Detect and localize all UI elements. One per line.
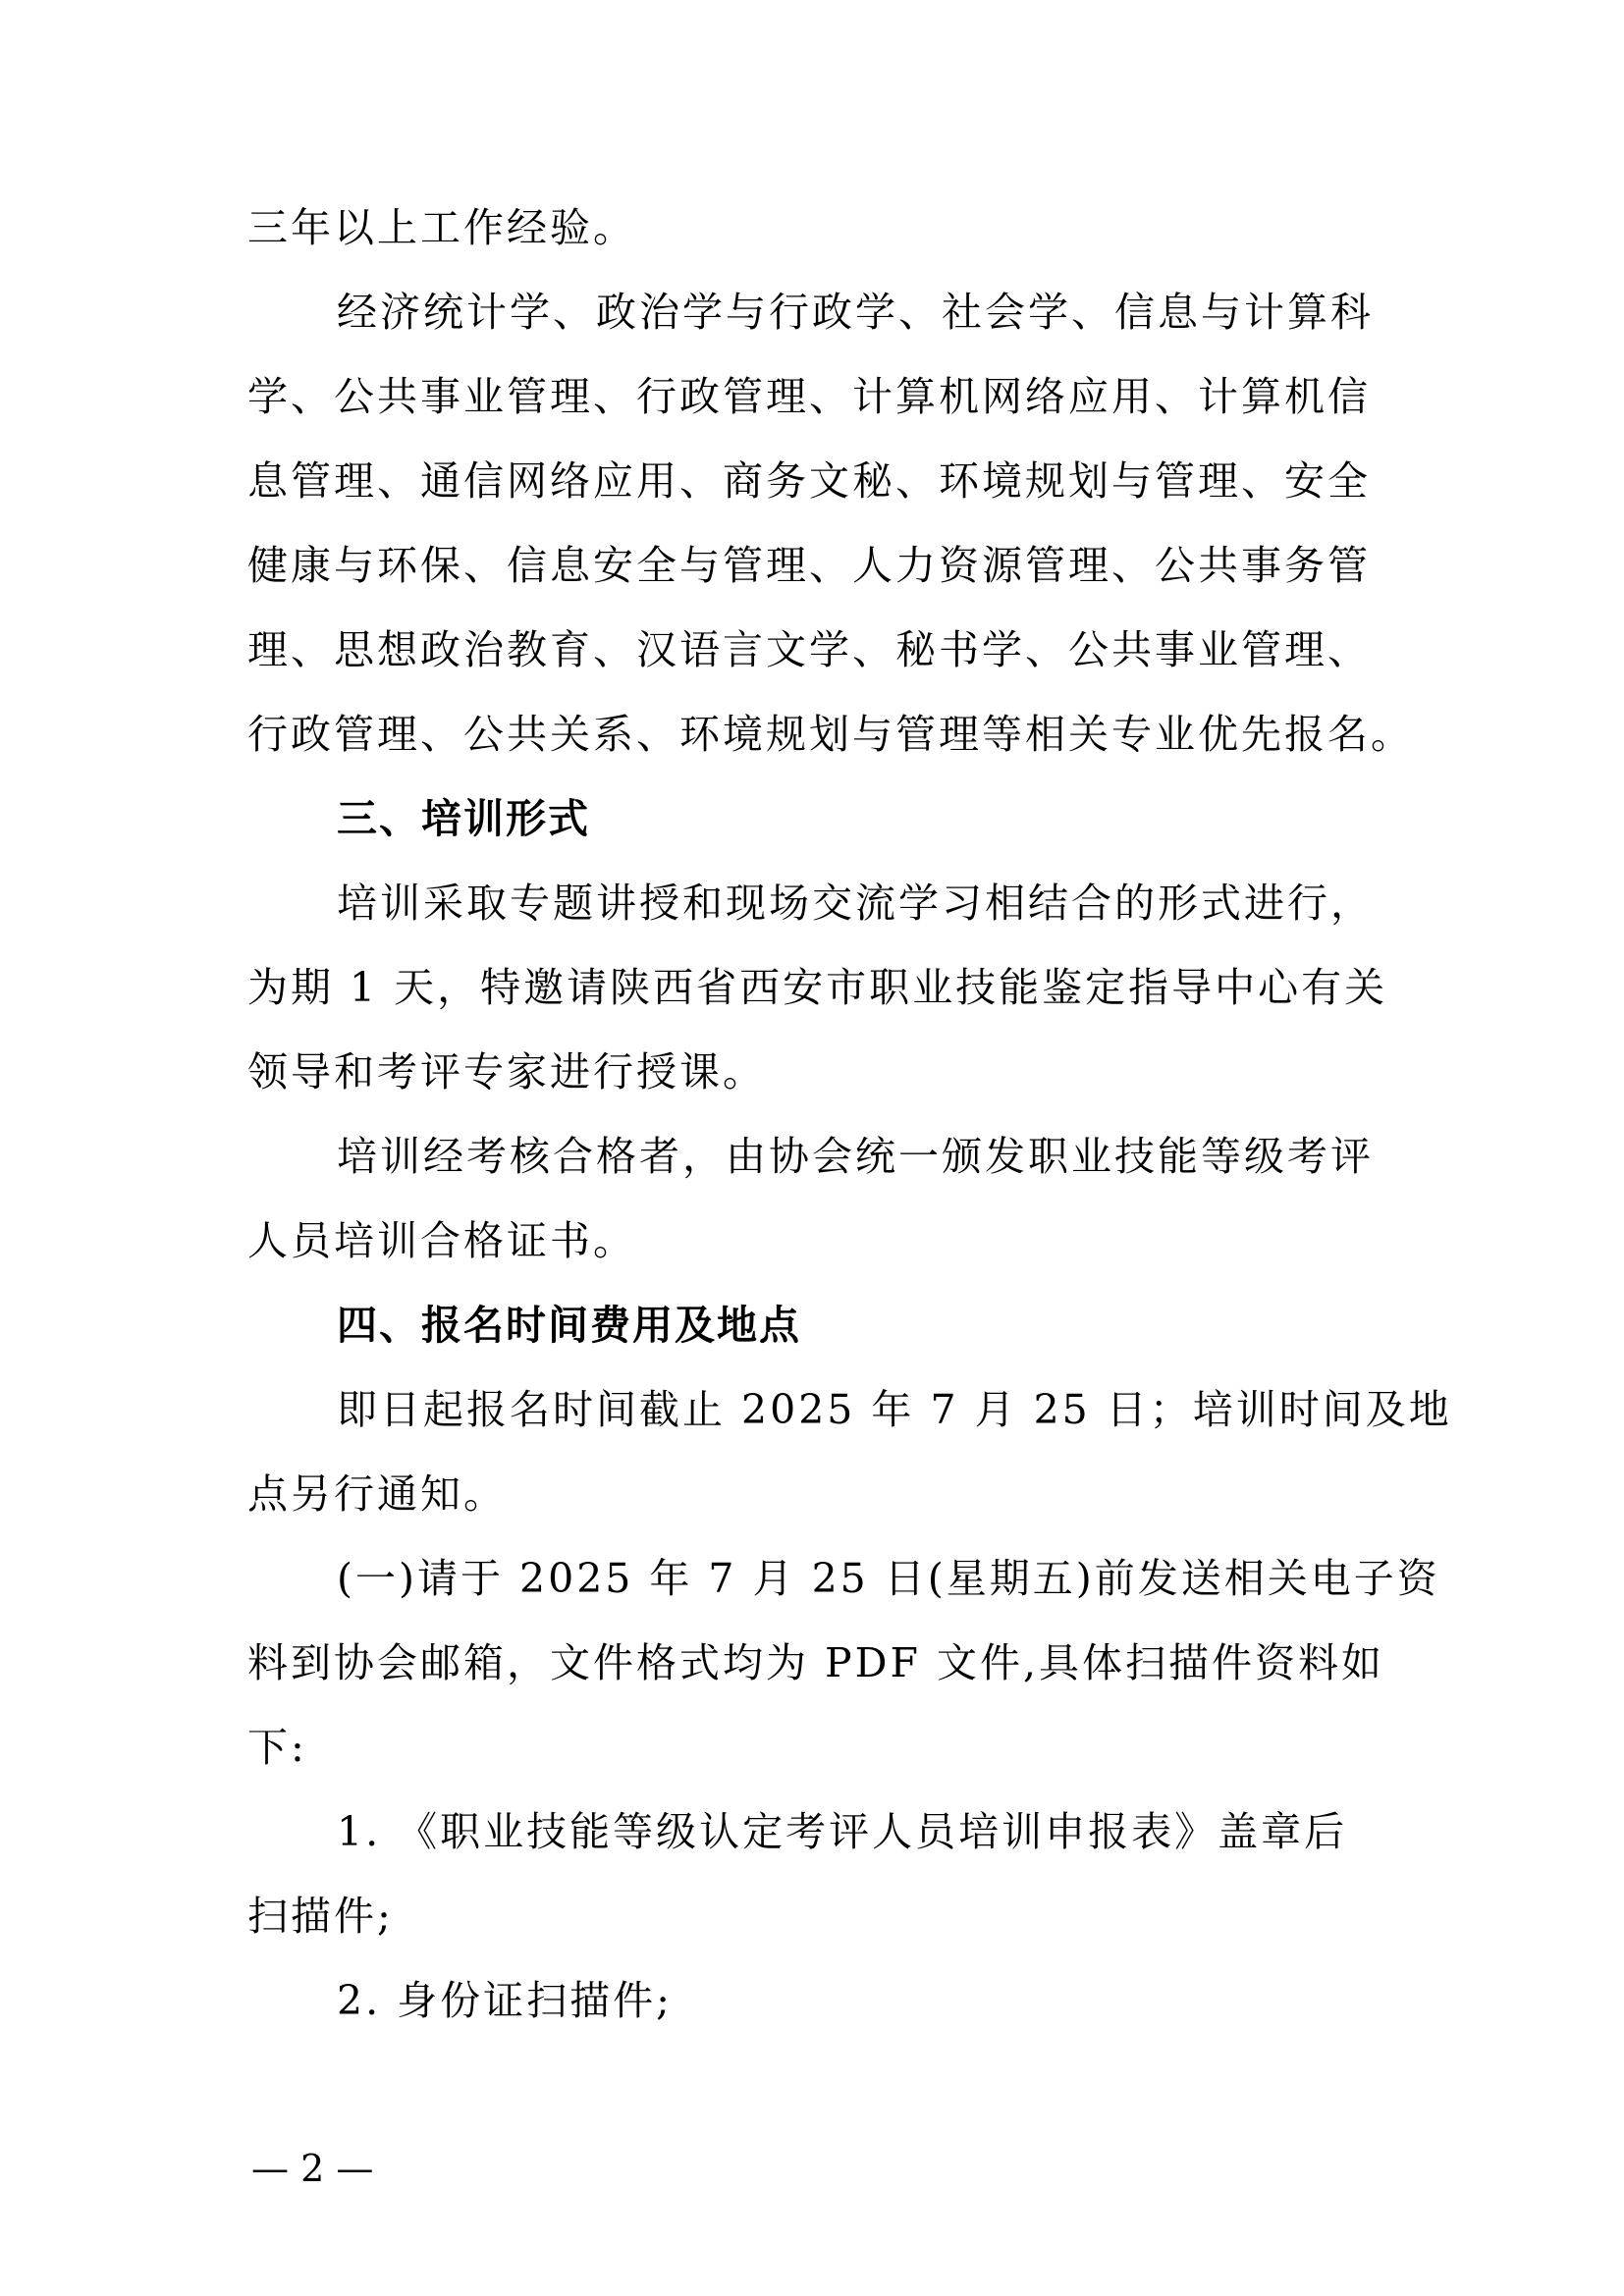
paragraph-line-7: 行政管理、公共关系、环境规划与管理等相关专业优先报名。 (247, 711, 1414, 758)
paragraph-line-15: 即日起报名时间截止 2025 年 7 月 25 日；培训时间及地 (337, 1386, 1452, 1433)
paragraph-line-9: 培训采取专题讲授和现场交流学习相结合的形式进行， (337, 880, 1374, 927)
page-number: — 2 — (251, 2147, 374, 2190)
paragraph-line-2: 经济统计学、政治学与行政学、社会学、信息与计算科 (337, 289, 1374, 336)
list-item-1-line-2: 扫描件; (247, 1893, 394, 1940)
paragraph-line-17: (一)请于 2025 年 7 月 25 日(星期五)前发送相关电子资 (337, 1555, 1440, 1602)
paragraph-line-13: 人员培训合格证书。 (247, 1217, 636, 1264)
section-heading-registration: 四、报名时间费用及地点 (337, 1302, 801, 1349)
paragraph-line-1: 三年以上工作经验。 (247, 204, 636, 251)
paragraph-line-11: 领导和考评专家进行授课。 (247, 1048, 766, 1095)
paragraph-line-3: 学、公共事业管理、行政管理、计算机网络应用、计算机信 (247, 373, 1371, 420)
paragraph-line-19: 下: (247, 1724, 307, 1771)
list-item-2: 2. 身份证扫描件; (337, 1977, 673, 2024)
list-item-1-line-1: 1. 《职业技能等级认定考评人员培训申报表》盖章后 (337, 1808, 1348, 1855)
section-heading-training-format: 三、培训形式 (337, 795, 590, 842)
paragraph-line-12: 培训经考核合格者，由协会统一颁发职业技能等级考评 (337, 1133, 1374, 1180)
paragraph-line-10: 为期 1 天，特邀请陕西省西安市职业技能鉴定指导中心有关 (247, 964, 1388, 1011)
paragraph-line-5: 健康与环保、信息安全与管理、人力资源管理、公共事务管 (247, 542, 1371, 589)
paragraph-line-4: 息管理、通信网络应用、商务文秘、环境规划与管理、安全 (247, 457, 1371, 505)
paragraph-line-6: 理、思想政治教育、汉语言文学、秘书学、公共事业管理、 (247, 626, 1371, 673)
paragraph-line-18: 料到协会邮箱，文件格式均为 PDF 文件,具体扫描件资料如 (247, 1639, 1385, 1686)
paragraph-line-16: 点另行通知。 (247, 1470, 507, 1518)
